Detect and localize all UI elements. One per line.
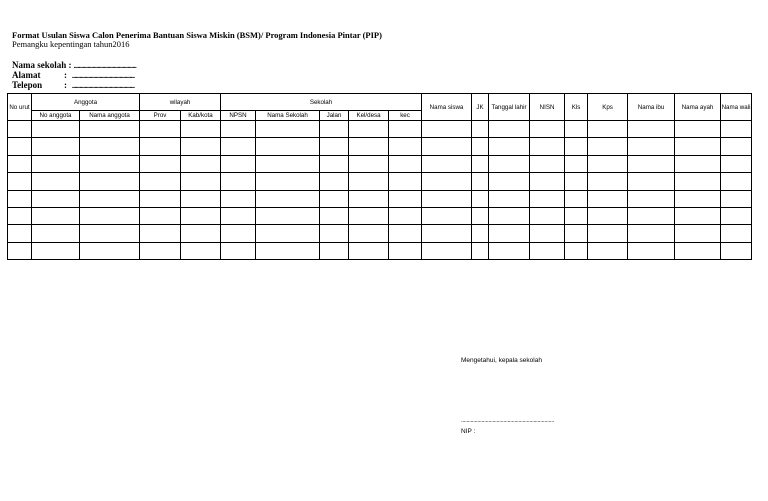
header-tanggal-lahir: Tanggal lahir	[489, 94, 530, 121]
table-row	[8, 173, 752, 190]
table-row	[8, 190, 752, 207]
header-nama-ayah: Nama ayah	[675, 94, 721, 121]
table-cell	[256, 190, 320, 207]
table-cell	[588, 242, 628, 259]
table-cell	[256, 242, 320, 259]
table-cell	[489, 242, 530, 259]
header-nisn: NISN	[530, 94, 565, 121]
table-cell	[530, 242, 565, 259]
table-cell	[565, 155, 588, 172]
table-cell	[565, 121, 588, 138]
table-cell	[32, 173, 80, 190]
table-cell	[389, 207, 422, 224]
header-no-urut: No urut	[8, 94, 32, 121]
table-cell	[221, 207, 256, 224]
table-cell	[349, 155, 389, 172]
table-cell	[8, 173, 32, 190]
table-cell	[140, 207, 181, 224]
table-cell	[389, 173, 422, 190]
table-cell	[530, 138, 565, 155]
table-cell	[256, 225, 320, 242]
subheader-kab-kota: Kab/kota	[181, 111, 221, 121]
table-cell	[628, 242, 675, 259]
table-cell	[256, 138, 320, 155]
table-cell	[256, 121, 320, 138]
table-cell	[588, 138, 628, 155]
table-cell	[221, 121, 256, 138]
student-proposal-table	[7, 93, 752, 260]
address-label: Alamat	[12, 70, 41, 80]
table-cell	[256, 155, 320, 172]
table-cell	[181, 121, 221, 138]
table-cell	[489, 190, 530, 207]
table-cell	[628, 121, 675, 138]
acknowledged-by-principal: Mengetahui, kepala sekolah	[461, 357, 542, 364]
table-cell	[349, 242, 389, 259]
table-cell	[675, 190, 721, 207]
table-cell	[588, 155, 628, 172]
table-cell	[489, 155, 530, 172]
subheader-jalan: Jalan	[320, 111, 349, 121]
table-cell	[221, 190, 256, 207]
table-cell	[181, 207, 221, 224]
header-nama-siswa: Nama siswa	[422, 94, 472, 121]
table-cell	[675, 121, 721, 138]
table-cell	[721, 138, 752, 155]
table-cell	[628, 225, 675, 242]
table-cell	[565, 138, 588, 155]
table-cell	[489, 138, 530, 155]
subheader-kel-desa: Kel/desa	[349, 111, 389, 121]
table-cell	[489, 225, 530, 242]
table-cell	[389, 242, 422, 259]
table-cell	[8, 225, 32, 242]
page-subtitle: Pemangku kepentingan tahun2016	[12, 39, 130, 49]
table-cell	[80, 155, 140, 172]
table-cell	[565, 242, 588, 259]
header-wilayah: wilayah	[140, 94, 221, 111]
address-blank: ..................................................	[72, 72, 135, 80]
table-cell	[80, 138, 140, 155]
table-cell	[32, 242, 80, 259]
table-cell	[489, 121, 530, 138]
table-cell	[221, 225, 256, 242]
table-cell	[472, 242, 489, 259]
table-cell	[489, 173, 530, 190]
table-cell	[32, 155, 80, 172]
table-cell	[140, 173, 181, 190]
table-cell	[8, 138, 32, 155]
table-cell	[721, 121, 752, 138]
header-jk: JK	[472, 94, 489, 121]
table-cell	[530, 121, 565, 138]
table-cell	[389, 225, 422, 242]
table-cell	[530, 155, 565, 172]
phone-colon: :	[64, 80, 67, 90]
school-name-line	[12, 60, 136, 70]
table-cell	[320, 155, 349, 172]
table-cell	[565, 207, 588, 224]
table-cell	[181, 225, 221, 242]
table-cell	[472, 225, 489, 242]
table-cell	[721, 225, 752, 242]
table-cell	[80, 190, 140, 207]
table-cell	[422, 207, 472, 224]
phone-line	[12, 80, 135, 90]
table-cell	[588, 173, 628, 190]
table-cell	[181, 155, 221, 172]
table-cell	[721, 173, 752, 190]
table-body	[8, 121, 752, 260]
table-cell	[721, 190, 752, 207]
table-cell	[140, 242, 181, 259]
table-cell	[349, 225, 389, 242]
phone-blank: ..................................................	[72, 82, 135, 90]
table-cell	[675, 242, 721, 259]
phone-label: Telepon	[12, 80, 43, 90]
table-cell	[675, 155, 721, 172]
table-cell	[349, 190, 389, 207]
subheader-no-anggota: No anggota	[32, 111, 80, 121]
table-cell	[349, 173, 389, 190]
table-cell	[80, 207, 140, 224]
table-cell	[675, 207, 721, 224]
table-cell	[320, 173, 349, 190]
table-cell	[8, 190, 32, 207]
table-cell	[389, 138, 422, 155]
table-cell	[140, 190, 181, 207]
table-cell	[320, 138, 349, 155]
table-cell	[472, 155, 489, 172]
table-cell	[389, 190, 422, 207]
table-cell	[140, 138, 181, 155]
table-cell	[221, 138, 256, 155]
table-cell	[32, 225, 80, 242]
table-cell	[472, 190, 489, 207]
table-cell	[349, 121, 389, 138]
table-row	[8, 155, 752, 172]
table-cell	[221, 242, 256, 259]
table-cell	[181, 138, 221, 155]
table-cell	[628, 138, 675, 155]
table-cell	[320, 242, 349, 259]
table-cell	[530, 207, 565, 224]
header-anggota: Anggota	[32, 94, 140, 111]
table-cell	[489, 207, 530, 224]
table-cell	[140, 121, 181, 138]
table-row	[8, 225, 752, 242]
table-cell	[8, 121, 32, 138]
table-cell	[422, 155, 472, 172]
table-cell	[472, 173, 489, 190]
nip-label: NIP :	[461, 428, 476, 435]
table-row	[8, 121, 752, 138]
table-row	[8, 207, 752, 224]
header-kps: Kps	[588, 94, 628, 121]
table-cell	[628, 173, 675, 190]
table-cell	[422, 225, 472, 242]
table-cell	[32, 121, 80, 138]
table-cell	[320, 121, 349, 138]
subheader-nama-anggota: Nama anggota	[80, 111, 140, 121]
table-cell	[389, 155, 422, 172]
table-cell	[530, 190, 565, 207]
table-cell	[422, 173, 472, 190]
table-cell	[349, 138, 389, 155]
table-cell	[221, 173, 256, 190]
table-cell	[8, 242, 32, 259]
table-cell	[221, 155, 256, 172]
table-cell	[80, 121, 140, 138]
table-cell	[32, 138, 80, 155]
header-kls: Kls	[565, 94, 588, 121]
subheader-npsn: NPSN	[221, 111, 256, 121]
table-cell	[530, 173, 565, 190]
table-cell	[32, 190, 80, 207]
table-cell	[565, 173, 588, 190]
school-name-label: Nama sekolah :	[12, 60, 72, 70]
table-cell	[422, 121, 472, 138]
table-cell	[588, 121, 628, 138]
table-cell	[530, 225, 565, 242]
table-cell	[80, 225, 140, 242]
table-cell	[8, 155, 32, 172]
table-cell	[320, 225, 349, 242]
table-cell	[140, 225, 181, 242]
table-cell	[349, 207, 389, 224]
table-cell	[422, 242, 472, 259]
subheader-nama-sekolah: Nama Sekolah	[256, 111, 320, 121]
table-cell	[472, 138, 489, 155]
table-cell	[422, 190, 472, 207]
page-title: Format Usulan Siswa Calon Penerima Bantuan Siswa Miskin (BSM)/ Program Indonesia Pintar (PIP)	[12, 30, 382, 40]
table-cell	[140, 155, 181, 172]
header-nama-wali: Nama wali	[721, 94, 752, 121]
table-cell	[8, 207, 32, 224]
table-cell	[256, 173, 320, 190]
subheader-kec: kec	[389, 111, 422, 121]
header-sekolah: Sekolah	[221, 94, 422, 111]
table-row	[8, 242, 752, 259]
table-cell	[472, 207, 489, 224]
table-cell	[565, 225, 588, 242]
table-cell	[721, 155, 752, 172]
table-cell	[80, 173, 140, 190]
table-cell	[181, 190, 221, 207]
table-cell	[472, 121, 489, 138]
signature-line: ....................................................................	[461, 418, 554, 424]
table-cell	[628, 207, 675, 224]
table-cell	[675, 138, 721, 155]
table-cell	[588, 225, 628, 242]
table-cell	[80, 242, 140, 259]
header-nama-ibu: Nama ibu	[628, 94, 675, 121]
table-cell	[675, 173, 721, 190]
address-colon: :	[64, 70, 67, 80]
school-name-blank: ..................................................	[73, 62, 137, 70]
table-cell	[256, 207, 320, 224]
table-cell	[181, 173, 221, 190]
table-cell	[320, 207, 349, 224]
table-row	[8, 138, 752, 155]
table-cell	[320, 190, 349, 207]
table-cell	[721, 242, 752, 259]
table-cell	[588, 190, 628, 207]
table-cell	[721, 207, 752, 224]
table-cell	[628, 155, 675, 172]
table-cell	[32, 207, 80, 224]
table-cell	[565, 190, 588, 207]
table-cell	[675, 225, 721, 242]
table-cell	[422, 138, 472, 155]
address-line	[12, 70, 135, 80]
table-cell	[628, 190, 675, 207]
table-cell	[389, 121, 422, 138]
table-cell	[588, 207, 628, 224]
table-cell	[181, 242, 221, 259]
subheader-prov: Prov	[140, 111, 181, 121]
